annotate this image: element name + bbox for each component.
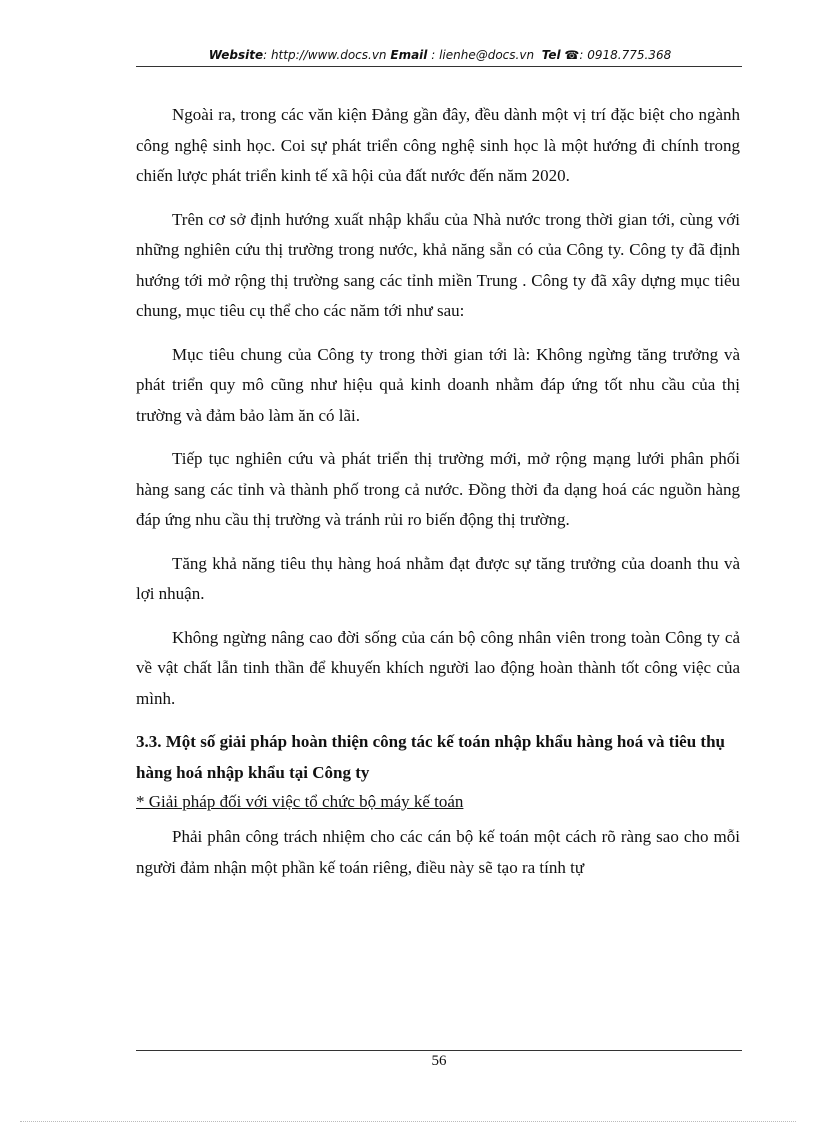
- paragraph-3: Mục tiêu chung của Công ty trong thời gian tới là: Không ngừng tăng trưởng và phát triển quy mô cũng như hiệu quả kinh doanh nhằm đáp ứng tốt nhu cầu của thị trường và đảm bảo làm ăn có lãi.: [136, 344, 740, 425]
- page-bottom-border: [20, 1121, 796, 1122]
- website-value: : http://www.docs.vn: [263, 48, 387, 62]
- paragraph-5: Tăng khả năng tiêu thụ hàng hoá nhằm đạt được sự tăng trưởng của doanh thu và lợi nhuận.: [136, 553, 740, 603]
- tel-label: Tel: [541, 48, 561, 62]
- paragraph-7: Phải phân công trách nhiệm cho các cán bộ kế toán một cách rõ ràng sao cho mỗi người đảm nhận một phần kế toán riêng, điều này sẽ tạo ra tính tự: [136, 827, 740, 877]
- page-header: [140, 46, 740, 64]
- paragraph-2: Trên cơ sở định hướng xuất nhập khẩu của Nhà nước trong thời gian tới, cùng với những nghiên cứu thị trường trong nước, khả năng sẵn có của Công ty. Công ty đã định hướng tới mở rộng thị trường sang các tỉnh miền Trung . Công ty đã xây dựng mục tiêu chung, mục tiêu cụ thể cho các năm tới như sau:: [136, 209, 740, 320]
- header-divider: [136, 66, 742, 67]
- phone-icon: ☎: [564, 48, 580, 62]
- paragraph-1: Ngoài ra, trong các văn kiện Đảng gần đây, đều dành một vị trí đặc biệt cho ngành công nghệ sinh học. Coi sự phát triển công nghệ sinh học là một hướng đi chính trong chiến lược phát triển kinh tế xã hội của đất nước đến năm 2020.: [136, 105, 740, 185]
- paragraph-4: Tiếp tục nghiên cứu và phát triển thị trường mới, mở rộng mạng lưới phân phối hàng sang các tỉnh và thành phố trong cả nước. Đồng thời đa dạng hoá các nguồn hàng đáp ứng nhu cầu thị trường và tránh rủi ro biến động thị trường.: [136, 449, 740, 529]
- subheading: * Giải pháp đối với việc tổ chức bộ máy kế toán: [136, 792, 464, 811]
- section-heading: 3.3. Một số giải pháp hoàn thiện công tác kế toán nhập khẩu hàng hoá và tiêu thụ hàng hoá nhập khẩu tại Công ty: [136, 732, 725, 782]
- tel-value: : 0918.775.368: [579, 48, 672, 62]
- paragraph-6: Không ngừng nâng cao đời sống của cán bộ công nhân viên trong toàn Công ty cả về vật chất lẫn tinh thần để khuyến khích người lao động hoàn thành tốt công việc của mình.: [136, 627, 740, 708]
- footer-divider: [136, 1050, 742, 1051]
- page-number: 56: [431, 1053, 447, 1069]
- email-value: : lienhe@docs.vn: [427, 48, 535, 62]
- email-label: Email: [390, 48, 428, 62]
- document-body: [136, 100, 740, 896]
- website-label: Website: [208, 48, 264, 62]
